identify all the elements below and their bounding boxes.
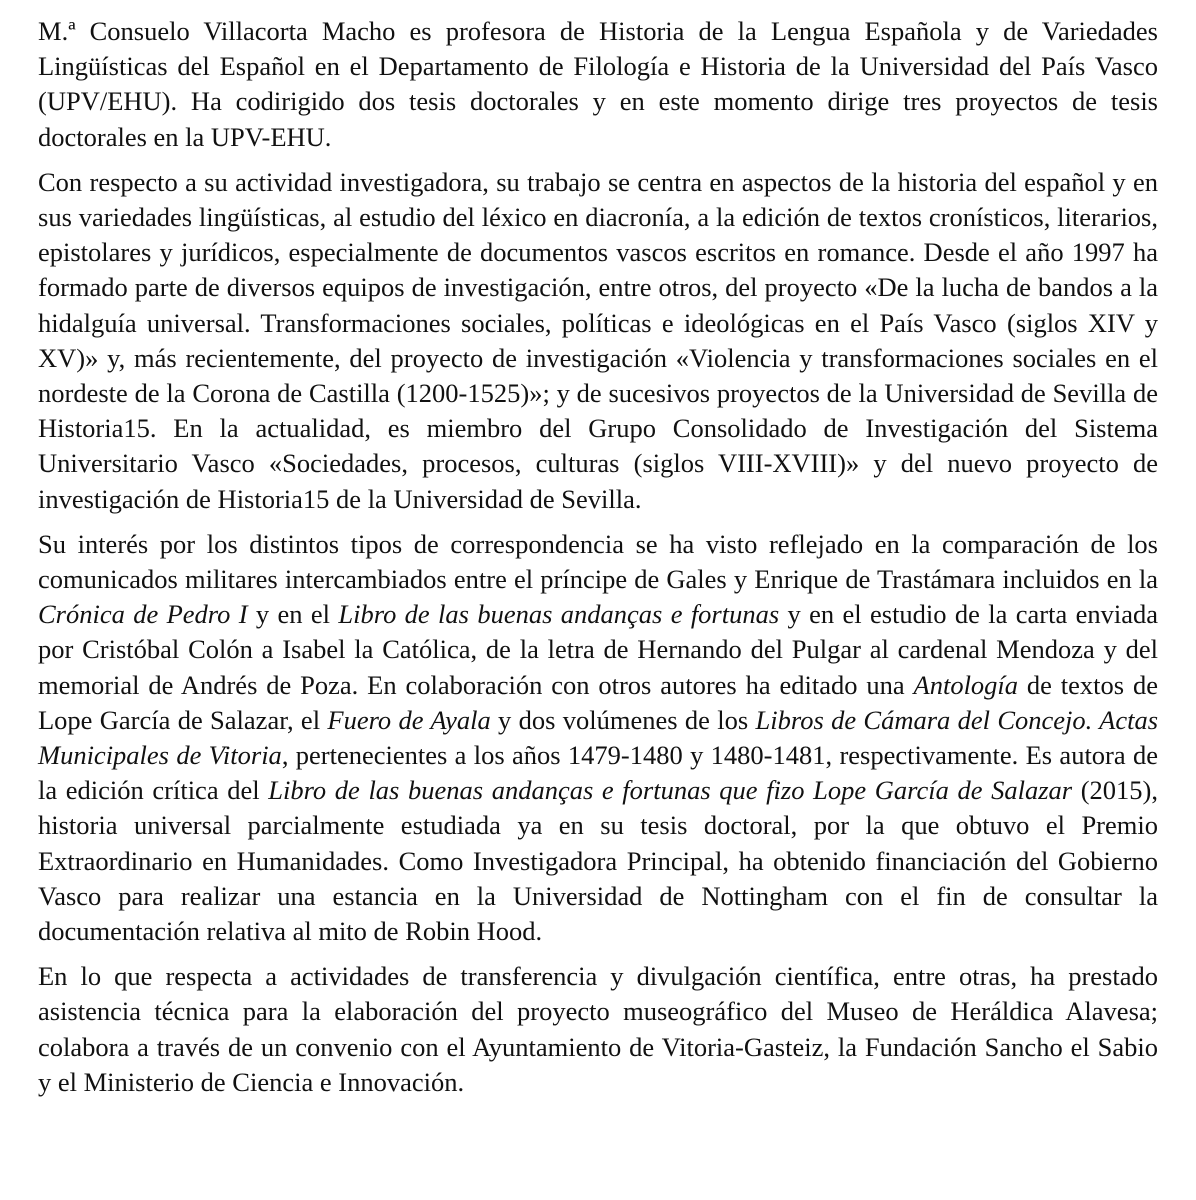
text-run: y en el estudio de la carta enviada por Cristóbal Colón a Isabel la Católica, de la letra de Hernando del Pulgar al cardenal Mendoza y del memorial de Andrés de Poza. En colaboración con otros autores ha editado una bbox=[38, 599, 1158, 700]
text-run: , pertenecientes a los años 1479-1480 y 1480-1481, respectivamente. Es autora de la edición crítica del bbox=[38, 740, 1158, 806]
paragraph-research bbox=[38, 165, 1158, 517]
paragraph-intro bbox=[38, 14, 1158, 155]
paragraph-correspondence bbox=[38, 527, 1158, 949]
italic-title-text: Libro de las buenas andanças e fortunas que fizo Lope García de Salazar bbox=[268, 775, 1073, 806]
document-body bbox=[38, 14, 1158, 1100]
paragraph-outreach bbox=[38, 959, 1158, 1100]
italic-title-text: Crónica de Pedro I bbox=[38, 599, 248, 630]
text-run: y en el bbox=[247, 599, 339, 630]
text-run: M.ª Consuelo Villacorta Macho es profesora de Historia de la Lengua Española y de Variedades Lingüísticas del Español en el Departamento de Filología e Historia de la Universidad del País Vasco (UPV/EHU). Ha codirigido dos tesis doctorales y en este momento dirige tres proyectos de tesis doctorales en la UPV-EHU. bbox=[38, 16, 1158, 152]
italic-title-text: Fuero de Ayala bbox=[327, 704, 491, 735]
italic-title-text: Libro de las buenas andanças e fortunas bbox=[338, 599, 780, 630]
text-run: Su interés por los distintos tipos de correspondencia se ha visto reflejado en la comparación de los comunicados militares intercambiados entre el príncipe de Gales y Enrique de Trastámara incluidos en la bbox=[38, 528, 1158, 595]
italic-title-text: Antología bbox=[913, 669, 1019, 700]
text-run: (2015), historia universal parcialmente estudiada ya en su tesis doctoral, por la que obtuvo el Premio Extraordinario en Humanidades. Como Investigadora Principal, ha obtenido financiación del Gobierno Vasco para realizar una estancia en la Universidad de Nottingham con el fin de consultar la documentación relativa al mito de Robin Hood. bbox=[38, 775, 1158, 947]
text-run: Con respecto a su actividad investigadora, su trabajo se centra en aspectos de la historia del español y en sus variedades lingüísticas, al estudio del léxico en diacronía, a la edición de textos cronísticos, literarios, epistolares y jurídicos, especialmente de documentos vascos escritos en romance. Desde el año 1997 ha formado parte de diversos equipos de investigación, entre otros, del proyecto «De la lucha de bandos a la hidalguía universal. Transformaciones sociales, políticas e ideológicas en el País Vasco (siglos XIV y XV)» y, más recientemente, del proyecto de investigación «Violencia y transformaciones sociales en el nordeste de la Corona de Castilla (1200-1525)»; y de sucesivos proyectos de la Universidad de Sevilla de Historia15. En la actualidad, es miembro del Grupo Consolidado de Investigación del Sistema Universitario Vasco «Sociedades, procesos, culturas (siglos VIII-XVIII)» y del nuevo proyecto de investigación de Historia15 de la Universidad de Sevilla. bbox=[38, 166, 1158, 514]
italic-title-text: Libros de Cámara del Concejo. Actas Municipales de Vitoria bbox=[38, 704, 1159, 771]
text-run: y dos volúmenes de los bbox=[490, 704, 756, 735]
text-run: de textos de Lope García de Salazar, el bbox=[38, 669, 1158, 735]
text-run: En lo que respecta a actividades de transferencia y divulgación científica, entre otras, ha prestado asistencia técnica para la elaboración del proyecto museográfico del Museo de Heráldica Alavesa; colabora a través de un convenio con el Ayuntamiento de Vitoria-Gasteiz, la Fundación Sancho el Sabio y el Ministerio de Ciencia e Innovación. bbox=[38, 961, 1158, 1097]
